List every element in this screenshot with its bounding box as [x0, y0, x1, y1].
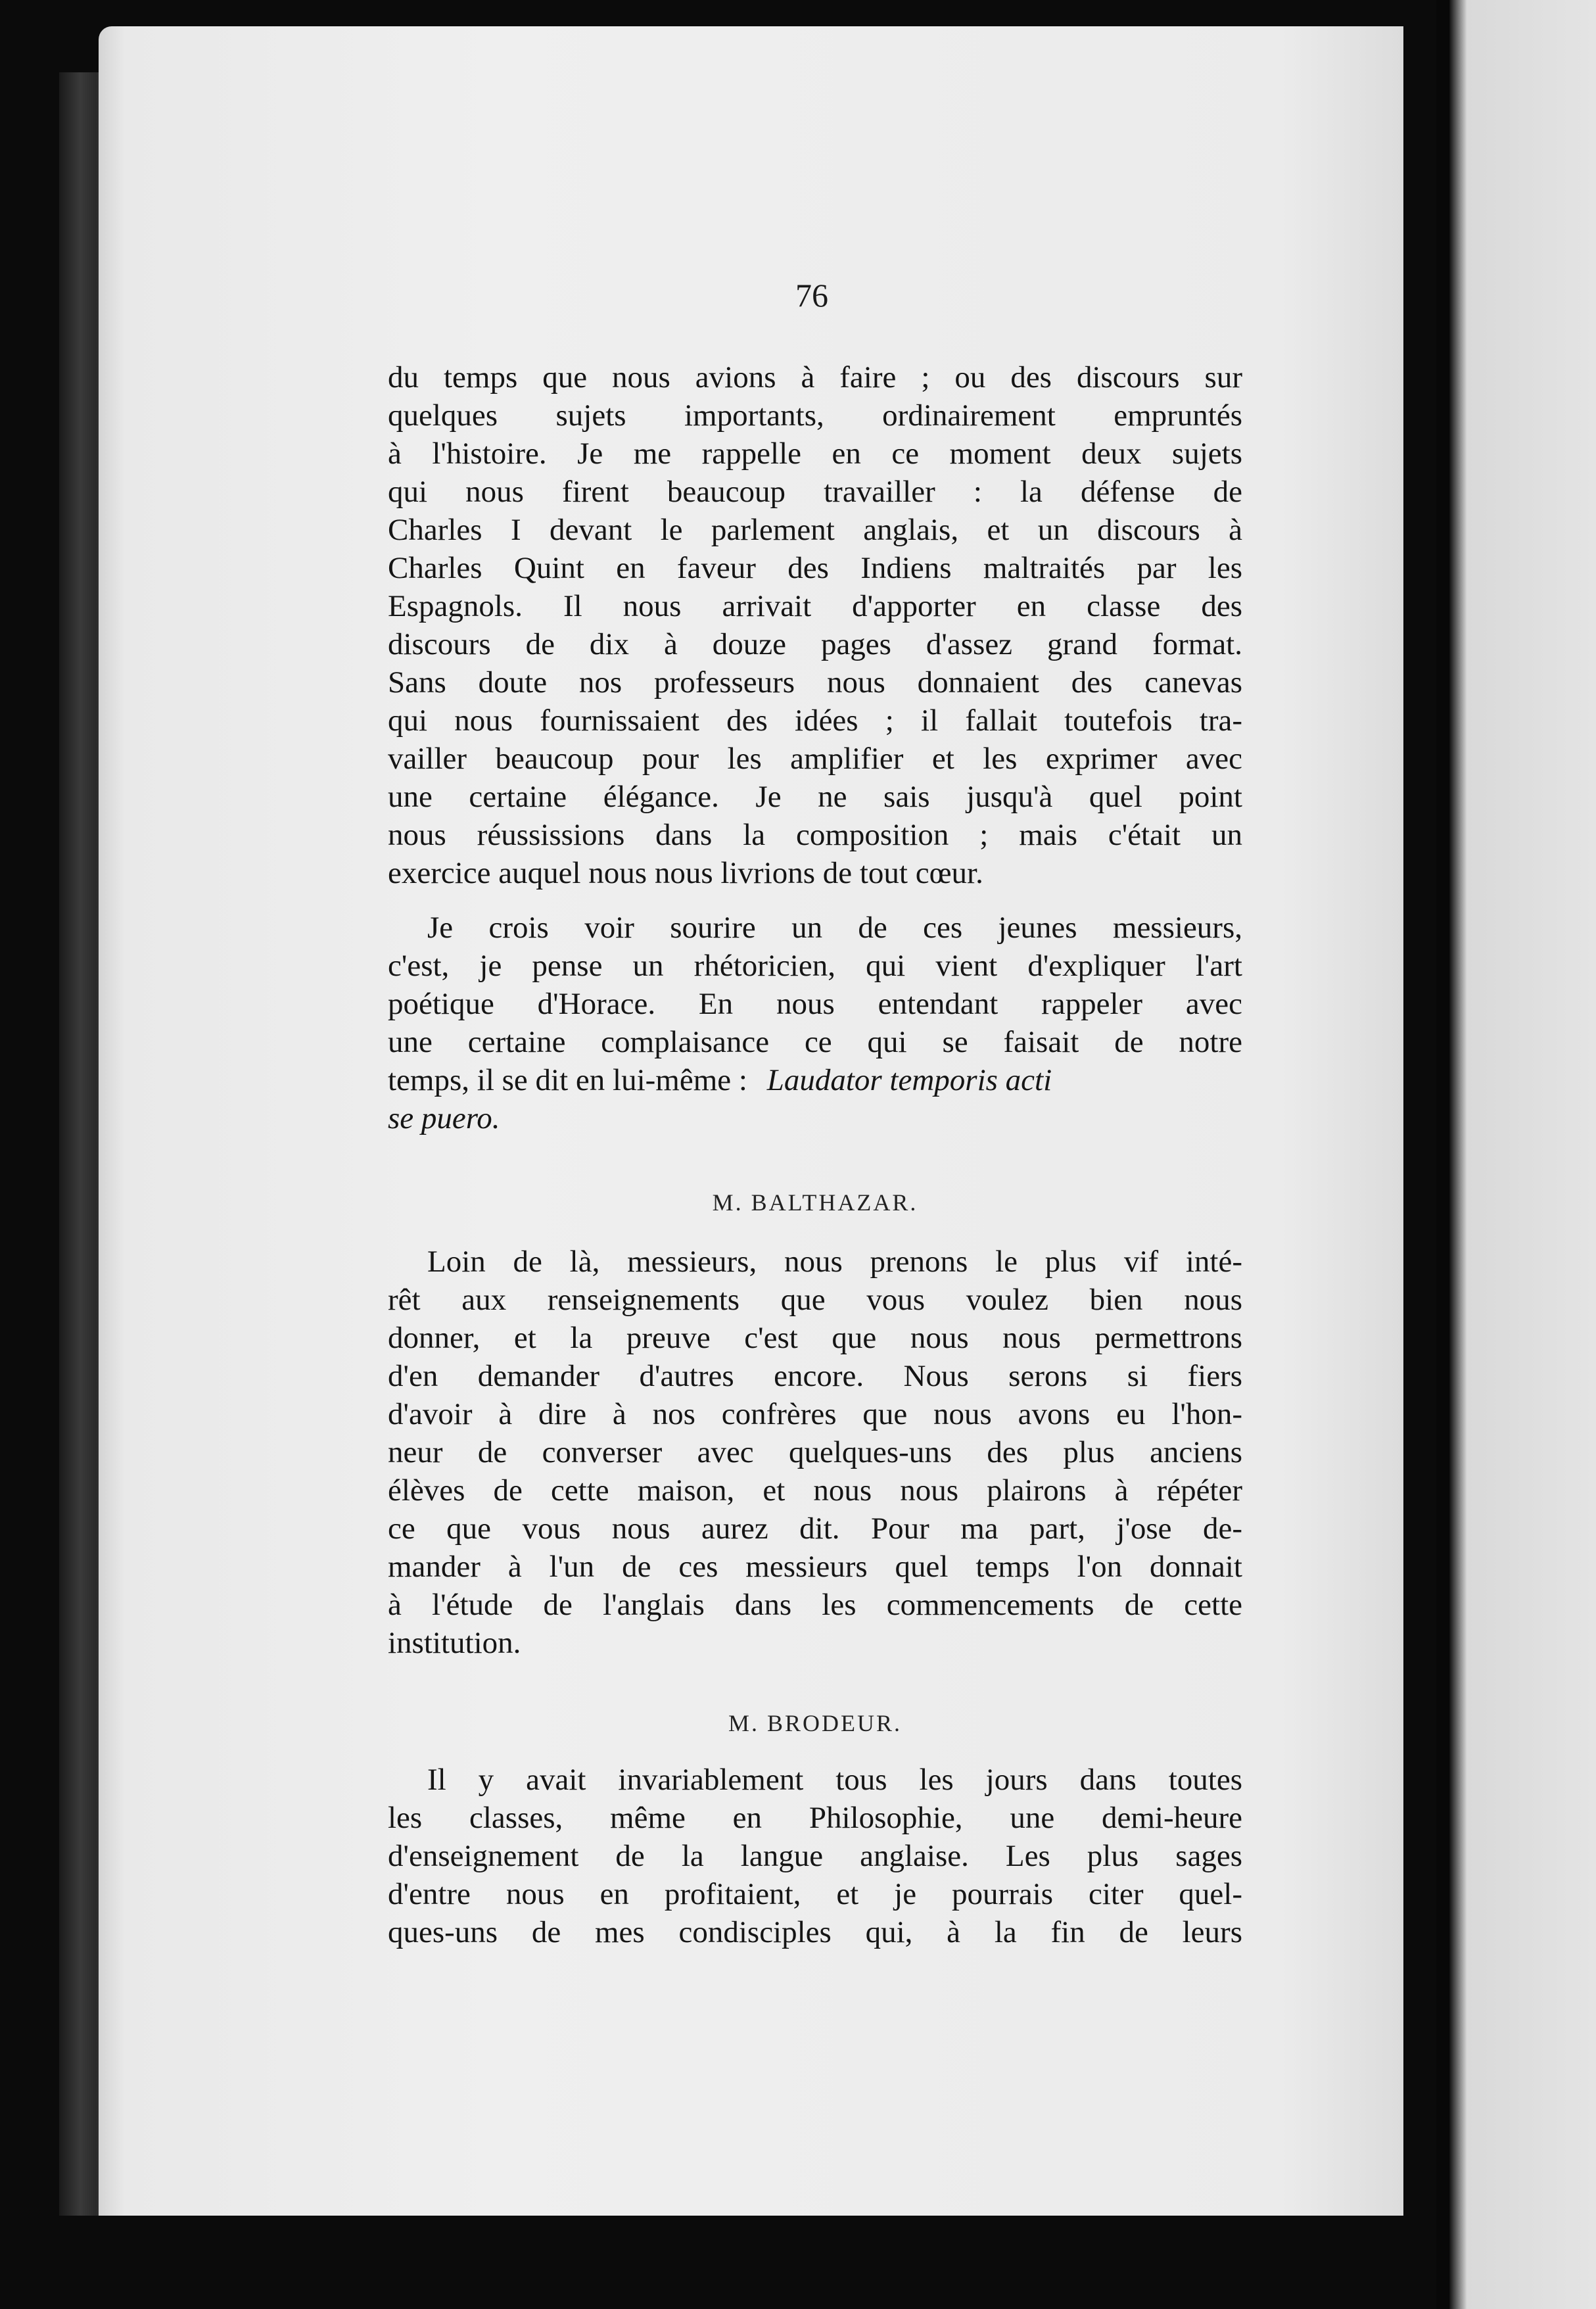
text-line: Charles I devant le parlement anglais, et un discours à — [388, 513, 1242, 547]
text-line: une certaine élégance. Je ne sais jusqu'à quel point — [388, 780, 1242, 814]
facing-page-edge — [1449, 0, 1596, 2309]
text-line: Loin de là, messieurs, nous prenons le plus vif inté- — [427, 1245, 1242, 1279]
text-line: à l'histoire. Je me rappelle en ce moment deux sujets — [388, 437, 1242, 471]
text-line: donner, et la preuve c'est que nous nous permettrons — [388, 1321, 1242, 1355]
text-line — [388, 1061, 1242, 1099]
text-line: institution. — [388, 1626, 521, 1660]
speaker-heading: M. BALTHAZAR. — [712, 1189, 918, 1216]
text-line: les classes, même en Philosophie, une demi-heure — [388, 1801, 1242, 1835]
text-line: Sans doute nos professeurs nous donnaient des canevas — [388, 665, 1242, 700]
latin-quote: Laudator temporis acti — [766, 1063, 1052, 1097]
text-line: discours de dix à douze pages d'assez grand format. — [388, 627, 1242, 661]
text-line: Espagnols. Il nous arrivait d'apporter en classe des — [388, 589, 1242, 623]
text-line: d'entre nous en profitaient, et je pourrais citer quel- — [388, 1877, 1242, 1911]
text-line: Charles Quint en faveur des Indiens maltraités par les — [388, 551, 1242, 585]
text-line: rêt aux renseignements que vous voulez bien nous — [388, 1283, 1242, 1317]
text-line: ce que vous nous aurez dit. Pour ma part, j'ose de- — [388, 1512, 1242, 1546]
text-line: du temps que nous avions à faire ; ou des discours sur — [388, 360, 1242, 394]
text-line: mander à l'un de ces messieurs quel temps l'on donnait — [388, 1550, 1242, 1584]
text-line: d'en demander d'autres encore. Nous serons si fiers — [388, 1359, 1242, 1393]
text-line: d'avoir à dire à nos confrères que nous avons eu l'hon- — [388, 1397, 1242, 1431]
text-line: une certaine complaisance ce qui se faisait de notre — [388, 1025, 1242, 1059]
page-number: 76 — [795, 277, 828, 314]
text-line: qui nous fournissaient des idées ; il fallait toutefois tra- — [388, 703, 1242, 738]
speaker-heading: M. BRODEUR. — [728, 1710, 903, 1736]
text-line: c'est, je pense un rhétoricien, qui vient d'expliquer l'art — [388, 949, 1242, 983]
text-line: exercice auquel nous nous livrions de tout cœur. — [388, 856, 983, 890]
text-line: Je crois voir sourire un de ces jeunes messieurs, — [427, 911, 1242, 945]
text-line: Il y avait invariablement tous les jours dans toutes — [427, 1763, 1242, 1797]
text-line: vailler beaucoup pour les amplifier et les exprimer avec — [388, 742, 1242, 776]
text-line: d'enseignement de la langue anglaise. Les plus sages — [388, 1839, 1242, 1873]
text-line: quelques sujets importants, ordinairement empruntés — [388, 398, 1242, 433]
text-line: à l'étude de l'anglais dans les commencements de cette — [388, 1588, 1242, 1622]
text-line-start: temps, il se dit en lui-même : — [388, 1063, 747, 1097]
text-line: qui nous firent beaucoup travailler : la défense de — [388, 475, 1242, 509]
text-line: élèves de cette maison, et nous nous plairons à répéter — [388, 1473, 1242, 1508]
text-line: poétique d'Horace. En nous entendant rappeler avec — [388, 987, 1242, 1021]
text-line: nous réussissions dans la composition ; mais c'était un — [388, 818, 1242, 852]
latin-quote-end: se puero. — [388, 1101, 500, 1135]
text-line: ques-uns de mes condisciples qui, à la fin de leurs — [388, 1915, 1242, 1949]
text-line: neur de converser avec quelques-uns des plus anciens — [388, 1435, 1242, 1469]
